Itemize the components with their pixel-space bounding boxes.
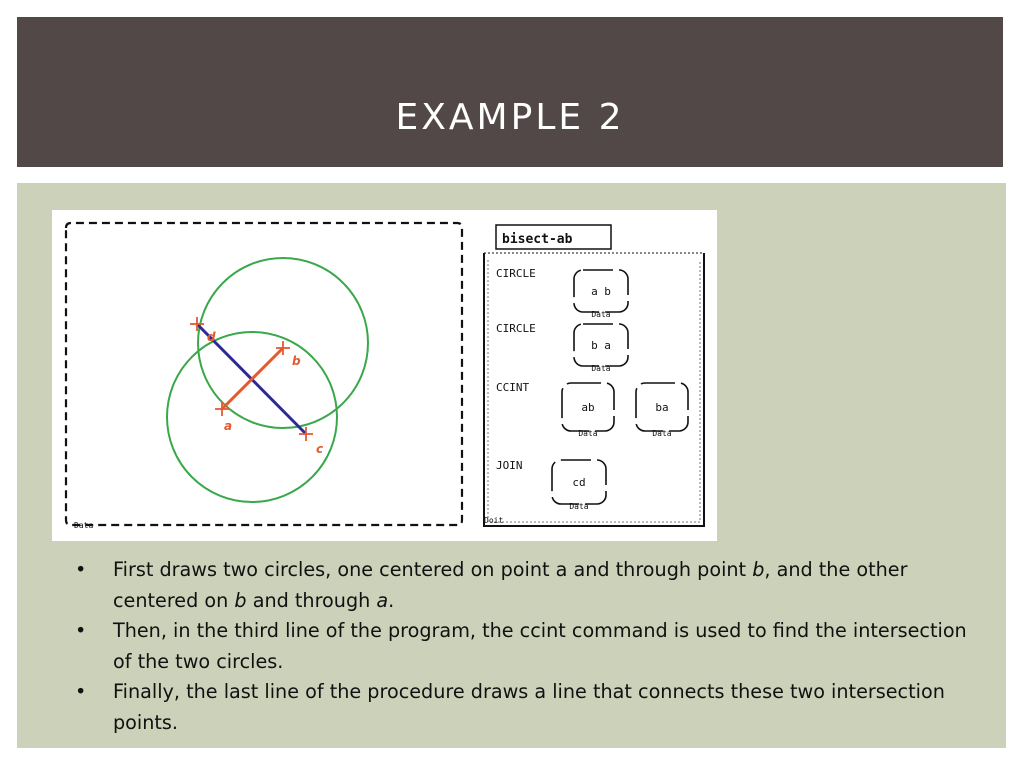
bullet-list: [75, 555, 975, 738]
svg-text:ab: ab: [581, 401, 595, 414]
bullet-item-2: • Then, in the third line of the program, the ccint command is used to find the intersection of the two circles.: [75, 616, 975, 677]
arg-box-a-b[interactable]: [574, 270, 628, 319]
point-label-a: a: [224, 419, 233, 433]
slide-title: EXAMPLE 2: [395, 97, 625, 138]
title-bar: [17, 17, 1003, 167]
svg-text:Data: Data: [591, 310, 611, 319]
svg-text:cd: cd: [572, 476, 586, 489]
procedure-name: bisect-ab: [502, 232, 573, 247]
svg-text:Data: Data: [569, 502, 589, 511]
svg-text:Data: Data: [652, 429, 672, 438]
point-label-b: b: [292, 354, 301, 368]
svg-text:Data: Data: [591, 364, 611, 373]
command-join: JOIN: [496, 459, 523, 472]
arg-box-ab[interactable]: [562, 383, 614, 438]
bullet-symbol: •: [75, 558, 87, 581]
bullet-item-1: • First draws two circles, one centered on point a and through point b, and the other centered on b and through a.: [75, 555, 975, 616]
drawing-frame-label: Data: [74, 521, 94, 530]
ccint-keyword: ccint: [519, 619, 566, 642]
content-panel: [17, 183, 1006, 748]
circle-centered-a: [167, 332, 337, 502]
svg-text:Data: Data: [578, 429, 598, 438]
arg-box-b-a[interactable]: [574, 324, 628, 373]
bullet-symbol: •: [75, 680, 87, 703]
program-panel: [484, 225, 704, 526]
svg-text:b a: b a: [591, 339, 611, 352]
drawing-frame: [66, 223, 462, 525]
svg-text:a b: a b: [591, 285, 611, 298]
point-label-d: d: [207, 330, 216, 344]
svg-text:ba: ba: [655, 401, 669, 414]
point-label-c: c: [316, 442, 324, 456]
command-circle-1: CIRCLE: [496, 267, 536, 280]
command-circle-2: CIRCLE: [496, 322, 536, 335]
figure-svg: [52, 210, 717, 541]
example-figure: [52, 210, 717, 541]
arg-box-ba[interactable]: [636, 383, 688, 438]
program-frame-label: Doit: [484, 516, 504, 525]
bullet-item-3: • Finally, the last line of the procedure draws a line that connects these two intersection points.: [75, 677, 975, 738]
arg-box-cd[interactable]: [552, 460, 606, 511]
command-ccint: CCINT: [496, 381, 530, 394]
drawing-panel: [66, 223, 462, 530]
bullet-symbol: •: [75, 619, 87, 642]
